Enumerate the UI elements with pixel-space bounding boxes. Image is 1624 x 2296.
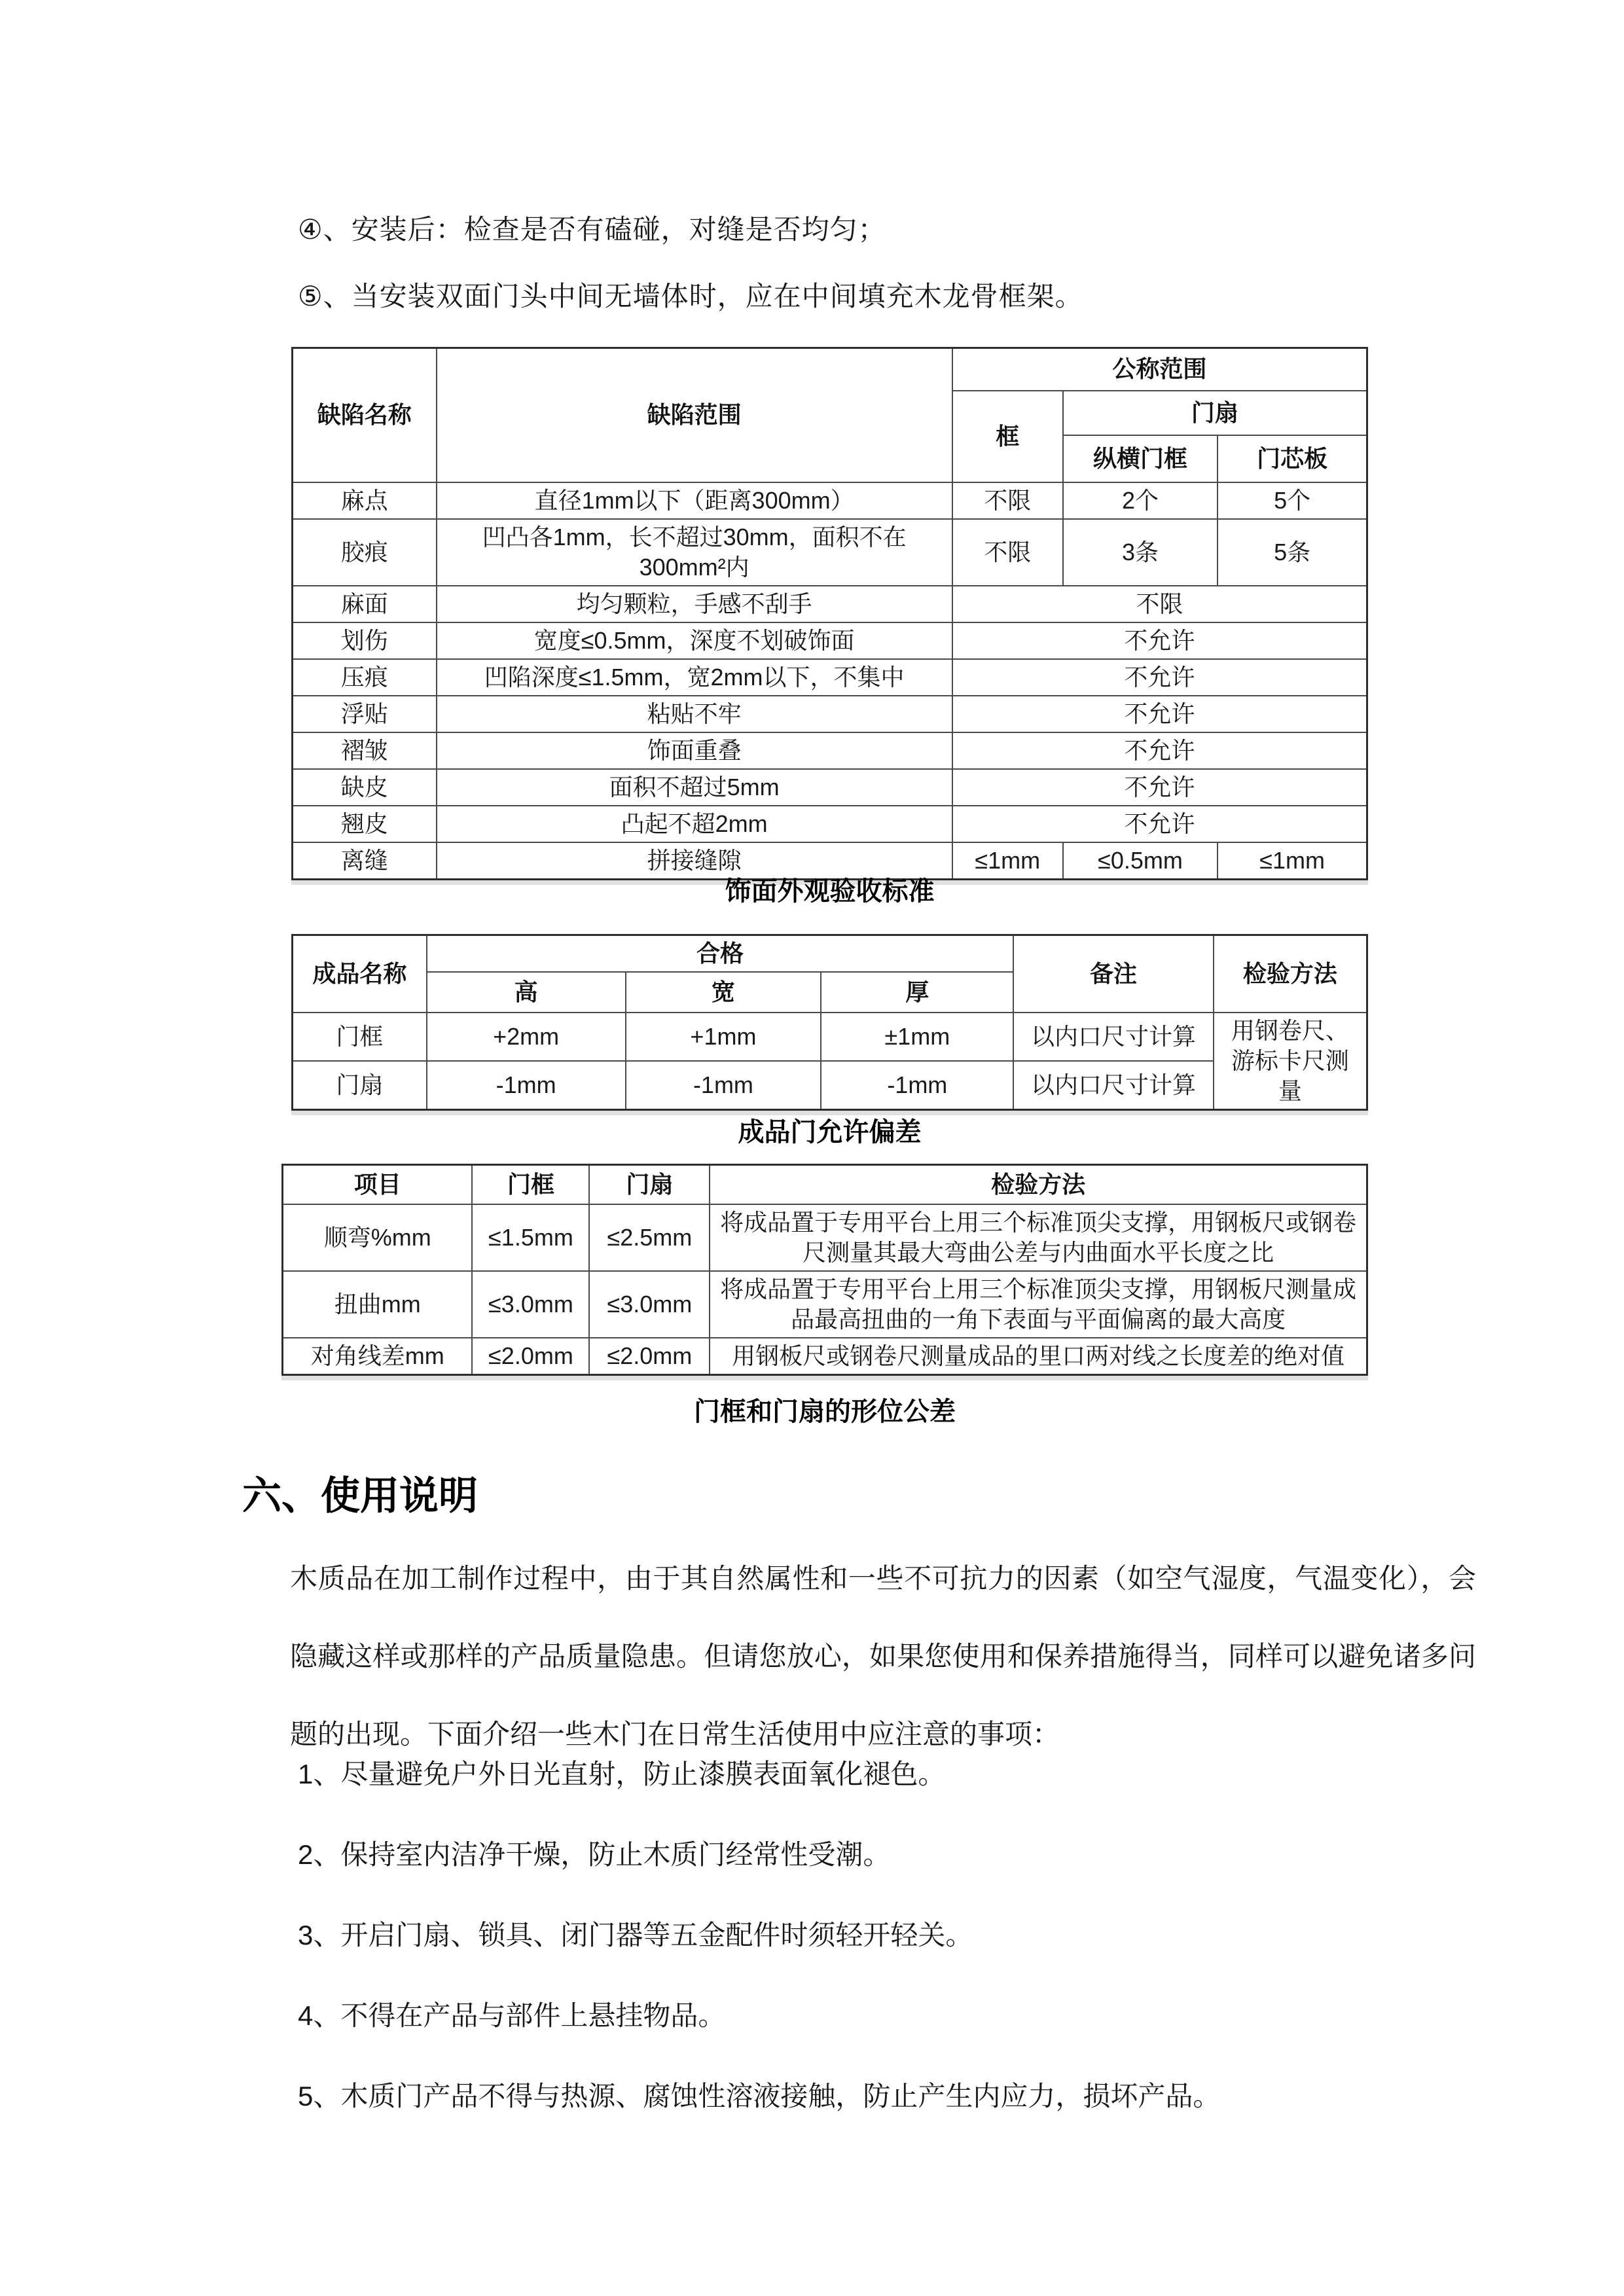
header-thickness: 厚 (821, 972, 1013, 1013)
usage-item-1: 1、尽量避免户外日光直射，防止漆膜表面氧化褪色。 (298, 1759, 946, 1789)
table-row (293, 659, 1367, 696)
cell-defect-name: 翘皮 (293, 806, 437, 842)
finished-door-tolerance-table (291, 934, 1368, 1111)
usage-item-5: 5、木质门产品不得与热源、腐蚀性溶液接触，防止产生内应力，损坏产品。 (298, 2081, 1221, 2111)
header-defect-name: 缺陷名称 (293, 348, 437, 482)
table2-caption: 成品门允许偏差 (738, 1118, 922, 1147)
cell-defect-range: 直径1mm以下（距离300mm） (437, 482, 952, 519)
table-row (293, 519, 1367, 586)
cell-door-leaf: ≤2.5mm (589, 1204, 710, 1271)
cell-thickness: ±1mm (821, 1013, 1013, 1061)
header-defect-range: 缺陷范围 (437, 348, 952, 482)
header-door-frame: 门框 (472, 1165, 589, 1204)
header-frame: 框 (952, 391, 1063, 482)
header-core-panel: 门芯板 (1218, 435, 1367, 482)
table-row (283, 1271, 1367, 1338)
cell-defect-range: 面积不超过5mm (437, 769, 952, 806)
usage-item-3: 3、开启门扇、锁具、闭门器等五金配件时须轻开轻关。 (298, 1920, 973, 1950)
cell-frame: ≤1mm (952, 842, 1063, 880)
cell-width: -1mm (626, 1061, 821, 1109)
install-step-5: ⑤、当安装双面门头中间无墙体时，应在中间填充木龙骨框架。 (298, 281, 1083, 312)
cell-method: 用钢板尺或钢卷尺测量成品的里口两对线之长度差的绝对值 (710, 1338, 1367, 1375)
cell-defect-range: 宽度≤0.5mm，深度不划破饰面 (437, 622, 952, 659)
table-row (293, 769, 1367, 806)
cell-method: 将成品置于专用平台上用三个标准顶尖支撑，用钢板尺或钢卷尺测量其最大弯曲公差与内曲面水平长度之比 (710, 1204, 1367, 1271)
cell-all-span: 不允许 (952, 696, 1367, 732)
cell-product-name: 门框 (293, 1013, 427, 1061)
cell-defect-range: 饰面重叠 (437, 732, 952, 769)
header-product-name: 成品名称 (293, 935, 427, 1013)
cell-defect-name: 划伤 (293, 622, 437, 659)
cell-defect-range: 粘贴不牢 (437, 696, 952, 732)
table-row (293, 696, 1367, 732)
shape-position-tolerance-table (281, 1164, 1368, 1376)
header-nominal-range: 公称范围 (952, 348, 1367, 391)
cell-defect-name: 浮贴 (293, 696, 437, 732)
table-row (293, 1013, 1367, 1061)
cell-core-panel: 5个 (1218, 482, 1367, 519)
cell-method: 将成品置于专用平台上用三个标准顶尖支撑，用钢板尺测量成品最高扭曲的一角下表面与平面偏离的最大高度 (710, 1271, 1367, 1338)
install-step-4: ④、安装后：检查是否有磕碰，对缝是否均匀； (298, 214, 886, 245)
cell-defect-name: 胶痕 (293, 519, 437, 586)
header-method: 检验方法 (1214, 935, 1367, 1013)
cell-vh-frame: 3条 (1063, 519, 1218, 586)
cell-all-span: 不允许 (952, 732, 1367, 769)
header-method: 检验方法 (710, 1165, 1367, 1204)
table-row (293, 806, 1367, 842)
cell-all-span: 不允许 (952, 659, 1367, 696)
cell-vh-frame: 2个 (1063, 482, 1218, 519)
header-door-leaf: 门扇 (1063, 391, 1367, 435)
cell-remark: 以内口尺寸计算 (1013, 1013, 1213, 1061)
cell-defect-name: 褶皱 (293, 732, 437, 769)
cell-method: 用钢卷尺、游标卡尺测量 (1214, 1013, 1367, 1110)
usage-item-2: 2、保持室内洁净干燥，防止木质门经常性受潮。 (298, 1839, 891, 1870)
table1-caption: 饰面外观验收标准 (725, 877, 935, 906)
cell-product-name: 门扇 (293, 1061, 427, 1109)
cell-width: +1mm (626, 1013, 821, 1061)
cell-item: 顺弯%mm (283, 1204, 473, 1271)
cell-core-panel: ≤1mm (1218, 842, 1367, 880)
cell-thickness: -1mm (821, 1061, 1013, 1109)
cell-door-leaf: ≤2.0mm (589, 1338, 710, 1375)
cell-defect-name: 压痕 (293, 659, 437, 696)
table-row (293, 732, 1367, 769)
header-vh-frame: 纵横门框 (1063, 435, 1218, 482)
cell-all-span: 不允许 (952, 806, 1367, 842)
header-door-leaf: 门扇 (589, 1165, 710, 1204)
header-height: 高 (427, 972, 626, 1013)
finish-defect-table (291, 347, 1368, 880)
cell-all-span: 不允许 (952, 622, 1367, 659)
cell-core-panel: 5条 (1218, 519, 1367, 586)
table-row (283, 1338, 1367, 1375)
cell-defect-name: 麻面 (293, 586, 437, 622)
table-row (293, 482, 1367, 519)
cell-height: +2mm (427, 1013, 626, 1061)
cell-defect-name: 缺皮 (293, 769, 437, 806)
cell-remark: 以内口尺寸计算 (1013, 1061, 1213, 1109)
usage-paragraph: 木质品在加工制作过程中，由于其自然属性和一些不可抗力的因素（如空气湿度，气温变化），会隐藏这样或那样的产品质量隐患。但请您放心，如果您使用和保养措施得当，同样可以避免诸多问题的出现。下面介绍一些木门在日常生活使用中应注意的事项： (290, 1563, 1476, 1749)
cell-item: 扭曲mm (283, 1271, 473, 1338)
cell-frame: 不限 (952, 519, 1063, 586)
table-row (293, 1061, 1367, 1109)
cell-height: -1mm (427, 1061, 626, 1109)
cell-all-span: 不允许 (952, 769, 1367, 806)
cell-door-frame: ≤1.5mm (472, 1204, 589, 1271)
table3-caption: 门框和门扇的形位公差 (694, 1397, 956, 1426)
cell-vh-frame: ≤0.5mm (1063, 842, 1218, 880)
cell-defect-range: 凸起不超2mm (437, 806, 952, 842)
table-row (283, 1204, 1367, 1271)
cell-door-frame: ≤3.0mm (472, 1271, 589, 1338)
cell-all-span: 不限 (952, 586, 1367, 622)
table-row (293, 622, 1367, 659)
cell-frame: 不限 (952, 482, 1063, 519)
cell-defect-range: 拼接缝隙 (437, 842, 952, 880)
usage-item-4: 4、不得在产品与部件上悬挂物品。 (298, 2000, 726, 2031)
section-heading-usage: 六、使用说明 (242, 1474, 478, 1518)
cell-item: 对角线差mm (283, 1338, 473, 1375)
cell-defect-range: 凹凸各1mm，长不超过30mm，面积不在300mm²内 (437, 519, 952, 586)
header-item: 项目 (283, 1165, 473, 1204)
cell-defect-range: 凹陷深度≤1.5mm，宽2mm以下，不集中 (437, 659, 952, 696)
cell-defect-name: 离缝 (293, 842, 437, 880)
header-remark: 备注 (1013, 935, 1213, 1013)
cell-door-frame: ≤2.0mm (472, 1338, 589, 1375)
cell-defect-name: 麻点 (293, 482, 437, 519)
table-row (293, 586, 1367, 622)
cell-door-leaf: ≤3.0mm (589, 1271, 710, 1338)
header-width: 宽 (626, 972, 821, 1013)
header-qualified: 合格 (427, 935, 1014, 973)
cell-defect-range: 均匀颗粒，手感不刮手 (437, 586, 952, 622)
